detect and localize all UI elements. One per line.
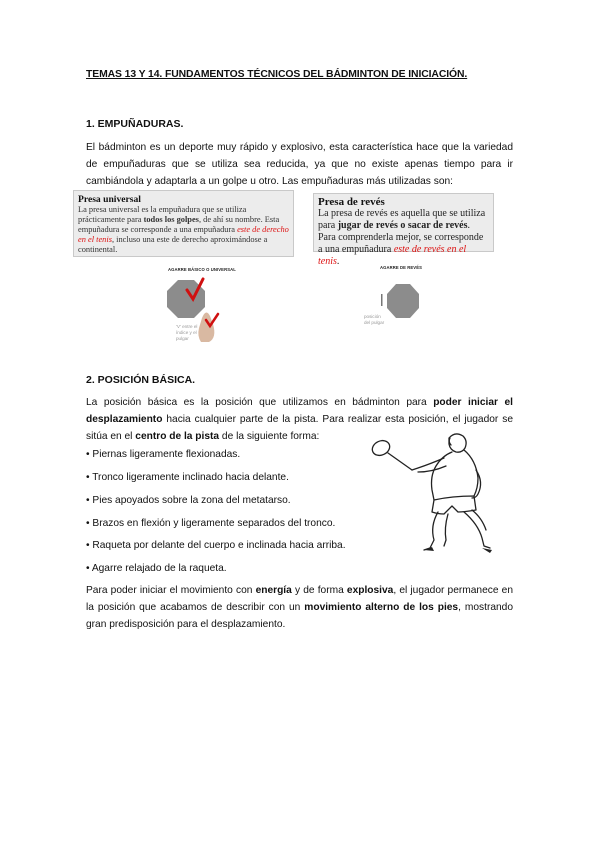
grip-universal-caption: AGARRE BÁSICO O UNIVERSAL: [168, 267, 236, 272]
grip-universal-box: [73, 190, 294, 257]
racket-head-icon: [387, 284, 419, 318]
section-heading-grips: 1. EMPUÑADURAS.: [86, 118, 184, 130]
list-item: • Pies apoyados sobre la zona del metatarso.: [86, 495, 291, 506]
list-item: • Piernas ligeramente flexionadas.: [86, 449, 241, 460]
racket-handle-icon: [381, 294, 383, 306]
racket-icon: [370, 438, 392, 458]
grip-backhand-caption: AGARRE DE REVÉS: [380, 265, 422, 270]
grip-backhand-box: [313, 193, 494, 267]
position-closing: Para poder iniciar el movimiento con energía y de forma explosiva, el jugador permanece en la posición que acabamos de describir con un movimiento alterno de los pies, mostrando gran predisposición para el desplazamiento.: [86, 585, 514, 630]
list-item: • Tronco ligeramente inclinado hacia delante.: [86, 472, 289, 483]
section-heading-position: 2. POSICIÓN BÁSICA.: [86, 374, 196, 386]
grip-backhand-note: posición del pulgar: [364, 314, 385, 325]
grip-universal-text: La presa universal es la empuñadura que se utiliza prácticamente para todos los golpes, de ahí su nombre. Esta empuñadura se corresponde a una empuñadura este de derecho en el tenis, incluso una este de derecho aproximándose a continental.: [78, 205, 289, 254]
grip-backhand-title: Presa de revés: [318, 196, 385, 208]
page-title: TEMAS 13 Y 14. FUNDAMENTOS TÉCNICOS DEL BÁDMINTON DE INICIACIÓN.: [86, 69, 468, 80]
grip-universal-note: 'V' entre el índice y el pulgar: [176, 324, 198, 341]
position-intro: La posición básica es la posición que utilizamos en bádminton para poder iniciar el desplazamiento hacia cualquier parte de la pista. Para realizar esta posición, el jugador se sitúa en el centro de la pista de la siguiente forma:: [86, 397, 513, 442]
list-item: • Agarre relajado de la raqueta.: [86, 563, 227, 574]
list-item: • Raqueta por delante del cuerpo e inclinada hacia arriba.: [86, 540, 346, 551]
grip-backhand-text: La presa de revés es aquella que se utiliza para jugar de revés o sacar de revés. Para comprenderla mejor, se corresponde a una empuñadura este de revés en el tenis.: [318, 208, 486, 267]
grips-paragraph: El bádminton es un deporte muy rápido y explosivo, esta característica hace que la variedad de empuñaduras que se utiliza sea reducida, ya que no existe apenas tiempo para ir cambiándola y adaptarla a un golpe u otro. Las empuñaduras más utilizadas son:: [86, 142, 513, 187]
grip-universal-title: Presa universal: [78, 194, 141, 205]
list-item: • Brazos en flexión y ligeramente separados del tronco.: [86, 518, 336, 529]
badminton-player-illustration: [360, 428, 500, 556]
